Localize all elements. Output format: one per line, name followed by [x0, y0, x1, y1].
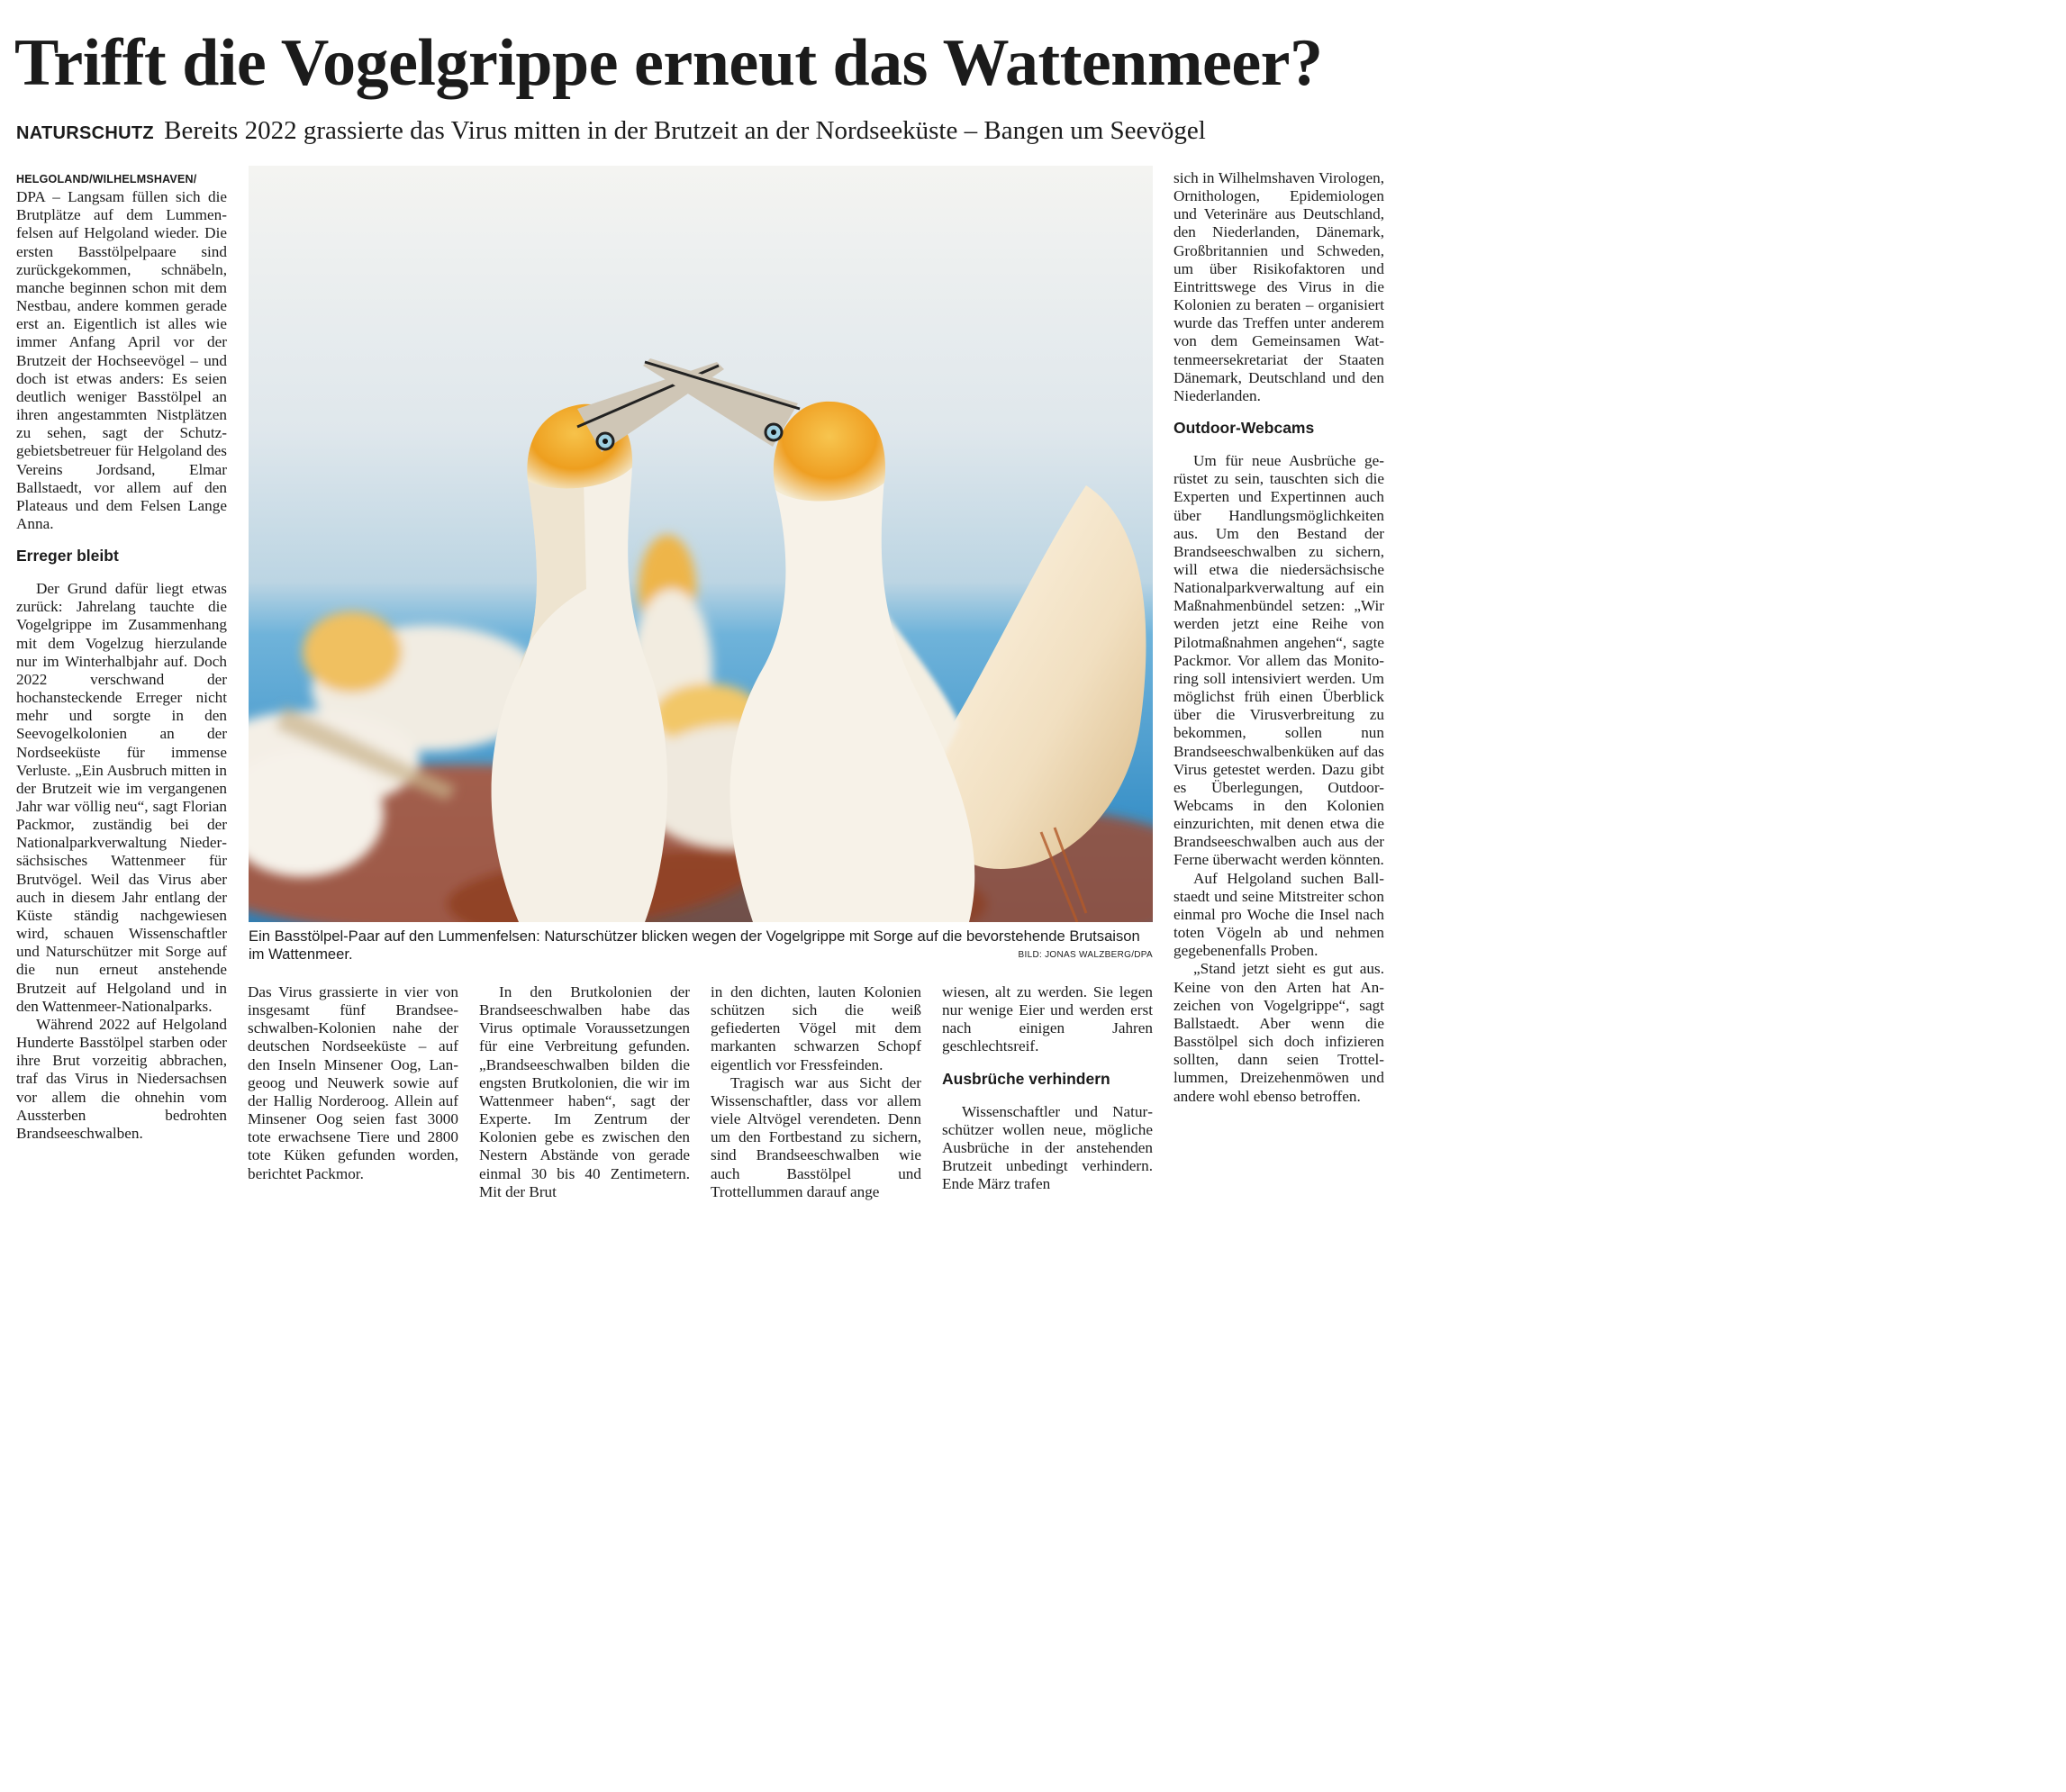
- article-column-6: [1173, 169, 1384, 1106]
- dateline: HELGOLAND/WILHELMSHAVEN/: [16, 173, 197, 186]
- paragraph: in den dichten, lauten Kolonien schützen sich die weiß gefiederten Vögel mit dem markanten schwarzen Schopf eigentlich vor Fressfeinden.: [711, 983, 921, 1073]
- paragraph: „Stand jetzt sieht es gut aus. Keine von den Arten hat Anzeichen von Vogelgrippe“, sagt Ballstaedt. Aber wenn die Basstölpel sich doch infizieren sollten, dann seien Trottellummen, Dreizehenmöwen und andere wohl ebenso betroffen.: [1173, 960, 1384, 1105]
- kicker: NATURSCHUTZ: [16, 123, 154, 143]
- subheading: Ausbrüche verhindern: [942, 1069, 1110, 1088]
- photo-credit: BILD: JONAS WALZBERG/DPA: [1018, 950, 1153, 960]
- subheading: Outdoor-Webcams: [1173, 419, 1315, 438]
- article-column-1: [16, 169, 227, 1143]
- article-column-4: [711, 983, 921, 1201]
- paragraph: Das Virus grassierte in vier von insgesamt fünf Brandseeschwalben-Kolonien nahe der deutschen Nordseeküste – auf den Inseln Minsener Oog, Langeoog und Neuwerk sowie auf der Hallig Norderoog. Allein auf Minsener Oog seien fast 3000 tote erwachsene Tiere und 2800 tote Küken gefunden worden, berichtet Packmor.: [248, 983, 458, 1182]
- paragraph: Während 2022 auf Helgoland Hunderte Basstölpel starben oder ihre Brut vorzeitig abbrachen, traf das Virus in Niedersachsen vor allem die ohnehin vom Aussterben bedrohten Brandseeschwalben.: [16, 1015, 227, 1142]
- photo-caption: Ein Basstölpel-Paar auf den Lummenfelsen: Naturschützer blicken wegen der Vogelgrippe mit Sorge auf die bevorstehende Brutsaison im Wattenmeer.: [249, 928, 1140, 963]
- subheadline-line: [16, 113, 1403, 150]
- paragraph: Wissenschaftler und Naturschützer wollen neue, mögliche Ausbrüche in der anstehenden Brutzeit unbedingt verhindern. Ende März trafen: [942, 1102, 1153, 1193]
- gannet-pair-image: [249, 166, 1153, 922]
- paragraph: Tragisch war aus Sicht der Wissenschaftler, dass vor allem viele Altvögel verendeten. Denn um den Fortbestand zu sichern, sind Brandseeschwalben wie auch Basstölpel und Trottellummen darauf ange: [711, 1073, 921, 1200]
- paragraph: In den Brutkolonien der Brandseeschwalben habe das Virus optimale Voraussetzungen für eine Verbreitung gefunden. „Brandseeschwalben bilden die engsten Brutkolonien, die wir im Wattenmeer haben“, sagt der Experte. Im Zentrum der Kolonien gebe es zwischen den Nestern Abstände von gerade einmal 30 bis 40 Zentimetern. Mit der Brut: [479, 983, 690, 1200]
- subheading: Erreger bleibt: [16, 547, 119, 566]
- article-column-3: [479, 983, 690, 1201]
- paragraph: sich in Wilhelmshaven Virologen, Ornithologen, Epidemiologen und Veterinäre aus Deutschland, den Niederlanden, Dänemark, Großbritannien und Schweden, um über Risikofaktoren und Eintrittswege des Virus in die Kolonien zu beraten – organisiert wurde das Treffen unter anderem von dem Gemeinsamen Wattenmeersekretariat der Staaten Dänemark, Deutschland und den Niederlanden.: [1173, 169, 1384, 404]
- paragraph: Auf Helgoland suchen Ballstaedt und seine Mitstreiter schon einmal pro Woche die Insel nach toten Vögeln ab und nehmen gegebenenfalls Proben.: [1173, 869, 1384, 960]
- paragraph: Um für neue Ausbrüche gerüstet zu sein, tauschten sich die Experten und Expertinnen auch über Handlungsmöglichkeiten aus. Um den Bestand der Brandseeschwalben zu sichern, will etwa die niedersächsische Nationalparkverwaltung auf ein Maßnahmenbündel setzen: „Wir werden jetzt eine Reihe von Pilotmaßnahmen angehen“, sagte Packmor. Vor allem das Monitoring soll intensiviert werden. Um möglichst früh einen Überblick über die Virusverbreitung zu bekommen, sollen nun Brandseeschwalbenküken auf das Virus getestet werden. Dazu gibt es Überlegungen, Outdoor-Webcams in den Kolonien einzurichten, mit denen etwa die Brandseeschwalben auch aus der Ferne überwacht werden könnten.: [1173, 452, 1384, 869]
- paragraph: Der Grund dafür liegt etwas zurück: Jahrelang tauchte die Vogelgrippe im Zusammenhang mit dem Vogelzug hierzulande nur im Winterhalbjahr auf. Doch 2022 verschwand der hochansteckende Erreger nicht mehr und sorgte in den Seevogelkolonien an der Nordseeküste für immense Verluste. „Ein Ausbruch mitten in der Brutzeit wie im vergangenen Jahr war völlig neu“, sagt Florian Packmor, zuständig bei der Nationalparkverwaltung Niedersächsisches Wattenmeer für Brutvögel. Weil das Virus aber auch in diesem Jahr entlang der Küste ständig nachgewiesen wird, schauen Wissenschaftler und Naturschützer mit Sorge auf die nun erneut anstehende Brutzeit auf Helgoland und in den Wattenmeer-Nationalparks.: [16, 580, 227, 1015]
- headline: Trifft die Vogelgrippe erneut das Wattenmeer?: [14, 26, 1323, 100]
- article-column-2: [248, 983, 458, 1183]
- paragraph: DPA – Langsam füllen sich die Brutplätze auf dem Lummenfelsen auf Helgoland wieder. Die ersten Basstölpelpaare sind zurückgekommen, schnäbeln, manche beginnen schon mit dem Nestbau, andere kommen gerade erst an. Eigentlich ist alles wie immer Anfang April vor der Brutzeit der Hochseevögel – und doch ist etwas anders: Es seien deutlich weniger Basstölpel an ihren angestammten Nistplätzen zu sehen, sagt der Schutzgebietsbetreuer für Helgoland des Vereins Jordsand, Elmar Ballstaedt, vor allem auf den Plateaus und dem Felsen Lange Anna.: [16, 188, 227, 532]
- article-photo: [249, 166, 1153, 922]
- paragraph: wiesen, alt zu werden. Sie legen nur wenige Eier und werden erst nach einigen Jahren geschlechtsreif.: [942, 983, 1153, 1055]
- subheadline: Bereits 2022 grassierte das Virus mitten in der Brutzeit an der Nordseeküste – Bangen um Seevögel: [164, 116, 1206, 145]
- article-column-5: [942, 983, 1153, 1193]
